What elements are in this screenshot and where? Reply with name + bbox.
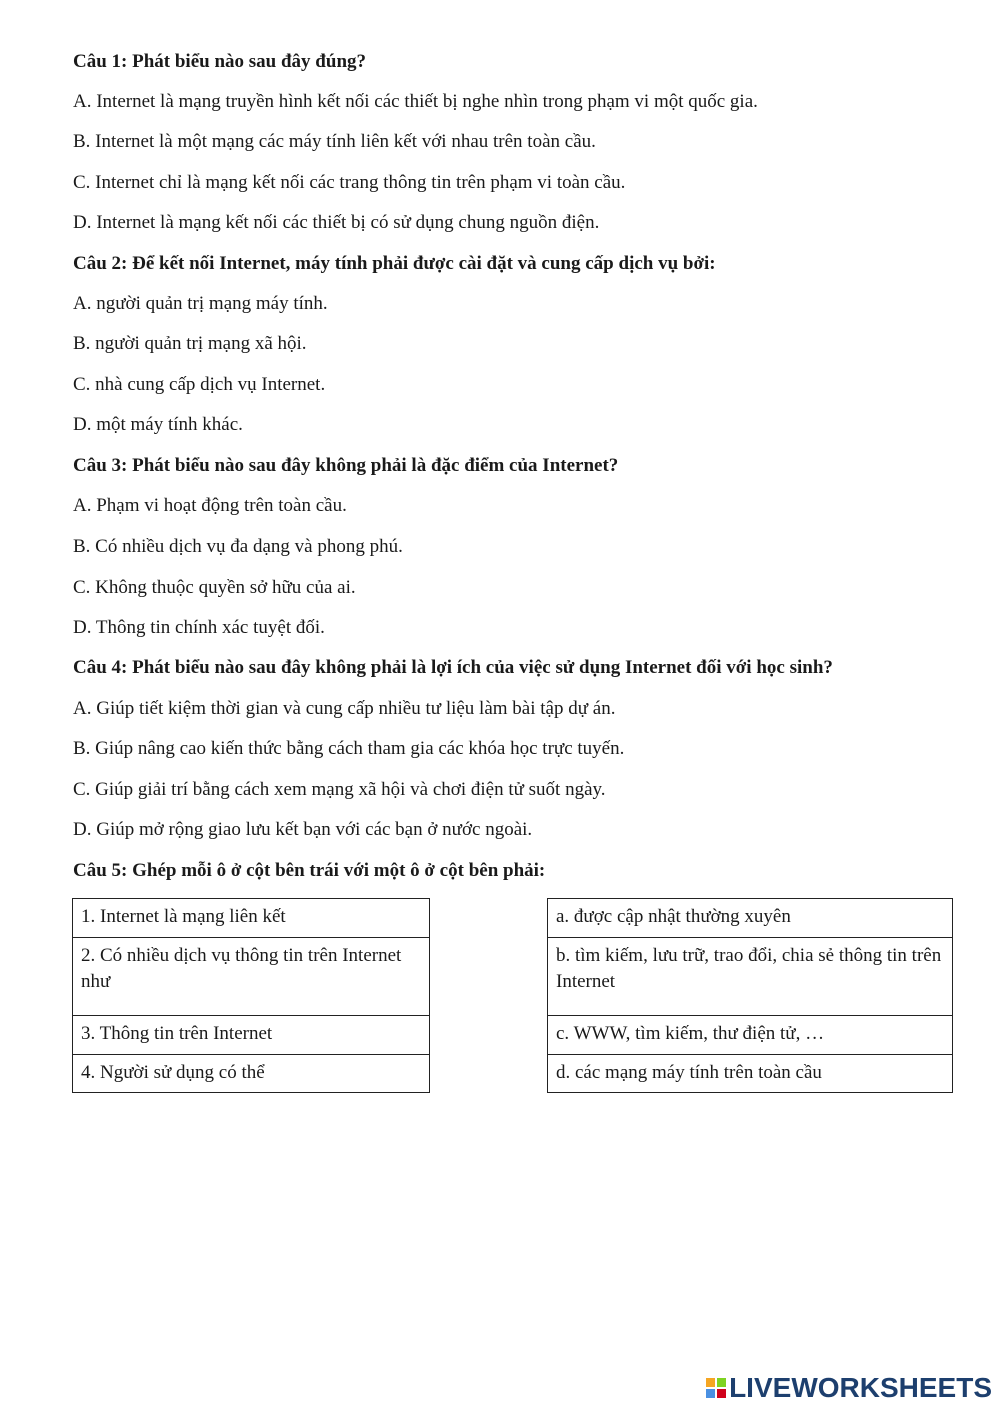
question-1-option-c: C. Internet chỉ là mạng kết nối các trang thông tin trên phạm vi toàn cầu.: [73, 172, 626, 193]
liveworksheets-logo-icon: [706, 1378, 726, 1398]
question-3-option-d: D. Thông tin chính xác tuyệt đối.: [73, 617, 325, 638]
question-3-option-a: A. Phạm vi hoạt động trên toàn cầu.: [73, 495, 347, 516]
matching-left-row: [73, 938, 430, 1016]
question-3-option-b: B. Có nhiều dịch vụ đa dạng và phong phú.: [73, 536, 403, 557]
question-1-option-b: B. Internet là một mạng các máy tính liên kết với nhau trên toàn cầu.: [73, 131, 596, 152]
matching-left-item-2[interactable]: 2. Có nhiều dịch vụ thông tin trên Internet như: [73, 938, 430, 1016]
matching-left-row: [73, 1055, 430, 1093]
question-4-option-d: D. Giúp mở rộng giao lưu kết bạn với các bạn ở nước ngoài.: [73, 819, 533, 840]
matching-right-row: [548, 899, 953, 938]
logo-square-icon: [706, 1378, 715, 1387]
question-3-option-c: C. Không thuộc quyền sở hữu của ai.: [73, 577, 356, 598]
question-1-option-d: D. Internet là mạng kết nối các thiết bị có sử dụng chung nguồn điện.: [73, 212, 600, 233]
question-3-stem: Câu 3: Phát biểu nào sau đây không phải là đặc điểm của Internet?: [73, 455, 619, 476]
matching-right-column: [547, 898, 953, 1093]
question-2-option-c: C. nhà cung cấp dịch vụ Internet.: [73, 374, 326, 395]
liveworksheets-logo: [706, 1371, 992, 1405]
matching-right-row: [548, 938, 953, 1016]
logo-square-icon: [717, 1389, 726, 1398]
matching-left-item-4[interactable]: 4. Người sử dụng có thể: [73, 1055, 430, 1093]
question-5-stem: Câu 5: Ghép mỗi ô ở cột bên trái với một ô ở cột bên phải:: [73, 860, 546, 881]
matching-right-item-d[interactable]: d. các mạng máy tính trên toàn cầu: [548, 1055, 953, 1093]
question-2-option-b: B. người quản trị mạng xã hội.: [73, 333, 307, 354]
matching-right-row: [548, 1016, 953, 1055]
question-2-stem: Câu 2: Để kết nối Internet, máy tính phải được cài đặt và cung cấp dịch vụ bởi:: [73, 253, 716, 274]
matching-left-item-3[interactable]: 3. Thông tin trên Internet: [73, 1016, 430, 1055]
question-4-option-a: A. Giúp tiết kiệm thời gian và cung cấp nhiều tư liệu làm bài tập dự án.: [73, 698, 616, 719]
matching-left-item-1[interactable]: 1. Internet là mạng liên kết: [73, 899, 430, 938]
matching-right-row: [548, 1055, 953, 1093]
question-1-option-a: A. Internet là mạng truyền hình kết nối các thiết bị nghe nhìn trong phạm vi một quốc gia.: [73, 91, 758, 112]
matching-right-item-a[interactable]: a. được cập nhật thường xuyên: [548, 899, 953, 938]
matching-left-row: [73, 899, 430, 938]
question-4-option-b: B. Giúp nâng cao kiến thức bằng cách tham gia các khóa học trực tuyến.: [73, 738, 625, 759]
matching-right-item-b[interactable]: b. tìm kiếm, lưu trữ, trao đổi, chia sẻ thông tin trên Internet: [548, 938, 953, 1016]
logo-square-icon: [717, 1378, 726, 1387]
question-2-option-a: A. người quản trị mạng máy tính.: [73, 293, 328, 314]
matching-left-column: [72, 898, 430, 1093]
question-2-option-d: D. một máy tính khác.: [73, 414, 243, 435]
logo-square-icon: [706, 1389, 715, 1398]
matching-left-row: [73, 1016, 430, 1055]
question-4-stem: Câu 4: Phát biểu nào sau đây không phải là lợi ích của việc sử dụng Internet đối với học sinh?: [73, 657, 833, 678]
question-1-stem: Câu 1: Phát biểu nào sau đây đúng?: [73, 51, 367, 72]
matching-right-item-c[interactable]: c. WWW, tìm kiếm, thư điện tử, …: [548, 1016, 953, 1055]
question-4-option-c: C. Giúp giải trí bằng cách xem mạng xã hội và chơi điện tử suốt ngày.: [73, 779, 606, 800]
liveworksheets-logo-text: LIVEWORKSHEETS: [729, 1372, 992, 1403]
